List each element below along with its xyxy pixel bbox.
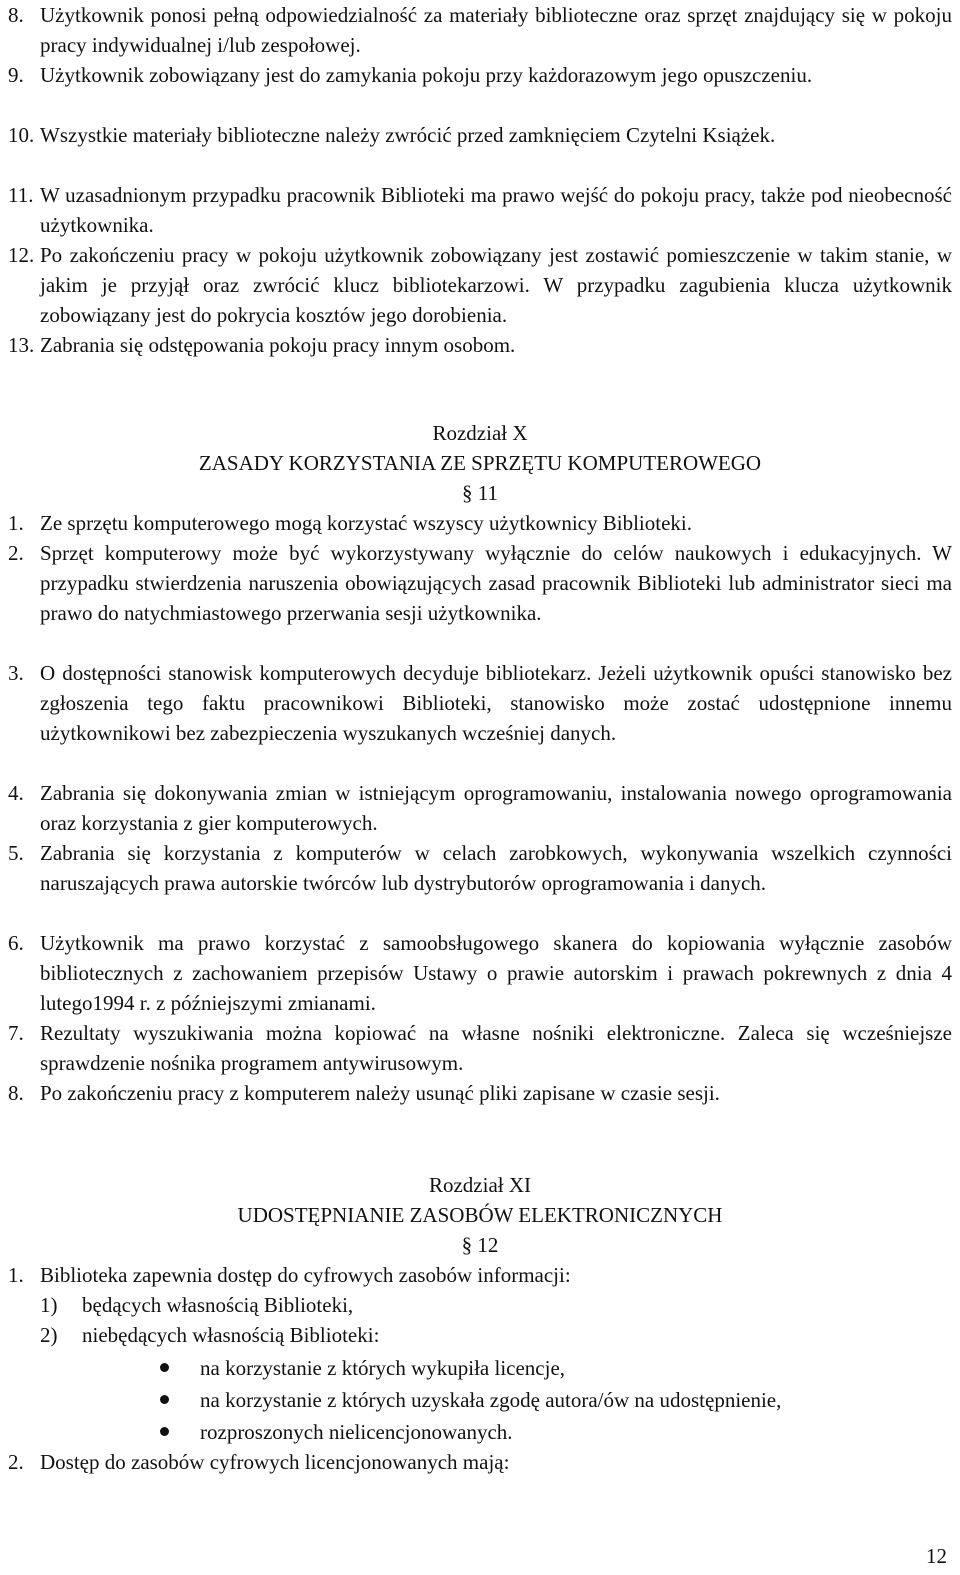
item-number: 1. bbox=[8, 1263, 24, 1287]
sub-list-item bbox=[40, 1290, 353, 1320]
item-text: Użytkownik zobowiązany jest do zamykania pokoju przy każdorazowym jego opuszczeniu. bbox=[40, 63, 813, 87]
item-number: 2. bbox=[8, 541, 24, 565]
chapter-title: UDOSTĘPNIANIE ZASOBÓW ELEKTRONICZNYCH bbox=[237, 1203, 723, 1227]
item-number: 10. bbox=[8, 123, 35, 147]
bullet-item bbox=[160, 1353, 565, 1383]
list-item bbox=[8, 0, 952, 60]
chapter-title: ZASADY KORZYSTANIA ZE SPRZĘTU KOMPUTEROWEGO bbox=[198, 451, 762, 475]
bullet-text: rozproszonych nielicencjonowanych. bbox=[200, 1420, 513, 1444]
list-item bbox=[8, 1018, 952, 1078]
item-number: 13. bbox=[8, 333, 35, 357]
item-text: W uzasadnionym przypadku pracownik Biblioteki ma prawo wejść do pokoju pracy, także pod nieobecność użytkownika. bbox=[40, 183, 952, 237]
list-item bbox=[8, 180, 952, 240]
item-text: Dostęp do zasobów cyfrowych licencjonowanych mają: bbox=[40, 1450, 510, 1474]
item-text: Sprzęt komputerowy może być wykorzystywany wyłącznie do celów naukowych i edukacyjnych. W przypadku stwierdzenia naruszenia obowiązujących zasad pracownik Biblioteki lub administrator sieci ma prawo do natychmiastowego przerwania sesji użytkownika. bbox=[40, 541, 952, 625]
item-text: Ze sprzętu komputerowego mogą korzystać wszyscy użytkownicy Biblioteki. bbox=[40, 511, 693, 535]
item-number: 12. bbox=[8, 243, 35, 267]
list-item bbox=[8, 1078, 952, 1108]
item-number: 7. bbox=[8, 1021, 24, 1045]
list-item bbox=[8, 658, 952, 748]
item-text: Zabrania się odstępowania pokoju pracy innym osobom. bbox=[40, 333, 516, 357]
sub-item-text: niebędących własnością Biblioteki: bbox=[82, 1323, 380, 1347]
bullet-dot-icon bbox=[160, 1427, 169, 1436]
item-text: Wszystkie materiały biblioteczne należy zwrócić przed zamknięciem Czytelni Książek. bbox=[40, 123, 776, 147]
bullet-text: na korzystanie z których wykupiła licencje, bbox=[200, 1356, 566, 1380]
paragraph-mark: § 11 bbox=[462, 481, 498, 505]
sub-list-item bbox=[40, 1320, 379, 1350]
item-text: Po zakończeniu pracy w pokoju użytkownik zobowiązany jest zostawić pomieszczenie w takim stanie, w jakim je przyjął oraz zwrócić klucz bibliotekarzowi. W przypadku zagubienia klucza użytkownik zobowiązany jest do pokrycia kosztów jego dorobienia. bbox=[40, 243, 952, 327]
item-text: Użytkownik ma prawo korzystać z samoobsługowego skanera do kopiowania wyłącznie zasobów bibliotecznych z zachowaniem przepisów Ustawy o prawie autorskim i prawach pokrewnych z dnia 4 lutego1994 r. z późniejszymi zmianami. bbox=[40, 931, 952, 1015]
page-number: 12 bbox=[926, 1544, 947, 1568]
bullet-text: na korzystanie z których uzyskała zgodę autora/ów na udostępnienie, bbox=[200, 1388, 782, 1412]
sub-item-text: będących własnością Biblioteki, bbox=[82, 1293, 354, 1317]
item-number: 4. bbox=[8, 781, 24, 805]
list-item bbox=[8, 60, 952, 90]
item-number: 9. bbox=[8, 63, 24, 87]
item-number: 2. bbox=[8, 1450, 24, 1474]
item-text: Zabrania się korzystania z komputerów w celach zarobkowych, wykonywania wszelkich czynności naruszających prawa autorskie twórców lub dystrybutorów oprogramowania i danych. bbox=[40, 841, 952, 895]
item-text: Rezultaty wyszukiwania można kopiować na własne nośniki elektroniczne. Zaleca się wcześniejsze sprawdzenie nośnika programem antywirusowym. bbox=[40, 1021, 952, 1075]
list-item bbox=[8, 538, 952, 628]
item-number: 6. bbox=[8, 931, 24, 955]
chapter-label: Rozdział XI bbox=[428, 1173, 532, 1197]
item-text: Po zakończeniu pracy z komputerem należy usunąć pliki zapisane w czasie sesji. bbox=[40, 1081, 720, 1105]
item-number: 8. bbox=[8, 1081, 24, 1105]
item-text: Biblioteka zapewnia dostęp do cyfrowych zasobów informacji: bbox=[40, 1263, 571, 1287]
list-item bbox=[8, 1260, 952, 1290]
list-item bbox=[8, 928, 952, 1018]
bullet-dot-icon bbox=[160, 1363, 169, 1372]
sub-item-number: 2) bbox=[40, 1323, 58, 1347]
list-item bbox=[8, 330, 952, 360]
item-number: 1. bbox=[8, 511, 24, 535]
bullet-dot-icon bbox=[160, 1395, 169, 1404]
bullet-item bbox=[160, 1385, 781, 1415]
list-item bbox=[8, 778, 952, 838]
item-text: O dostępności stanowisk komputerowych decyduje bibliotekarz. Jeżeli użytkownik opuści stanowisko bez zgłoszenia tego faktu pracownikowi Biblioteki, stanowisko może zostać udostępnione innemu użytkownikowi bez zabezpieczenia wyszukanych wcześniej danych. bbox=[40, 661, 952, 745]
item-text: Użytkownik ponosi pełną odpowiedzialność za materiały biblioteczne oraz sprzęt znajdujący się w pokoju pracy indywidualnej i/lub zespołowej. bbox=[40, 3, 952, 57]
item-number: 8. bbox=[8, 3, 24, 27]
list-item bbox=[8, 508, 952, 538]
list-item bbox=[8, 240, 952, 330]
item-number: 11. bbox=[8, 183, 34, 207]
list-item bbox=[8, 838, 952, 898]
paragraph-mark: § 12 bbox=[461, 1233, 499, 1257]
list-item bbox=[8, 120, 952, 150]
sub-item-number: 1) bbox=[40, 1293, 58, 1317]
item-text: Zabrania się dokonywania zmian w istniejącym oprogramowaniu, instalowania nowego oprogramowania oraz korzystania z gier komputerowych. bbox=[40, 781, 952, 835]
chapter-label: Rozdział X bbox=[432, 421, 528, 445]
list-item bbox=[8, 1447, 952, 1477]
bullet-item bbox=[160, 1417, 513, 1447]
item-number: 5. bbox=[8, 841, 24, 865]
item-number: 3. bbox=[8, 661, 24, 685]
